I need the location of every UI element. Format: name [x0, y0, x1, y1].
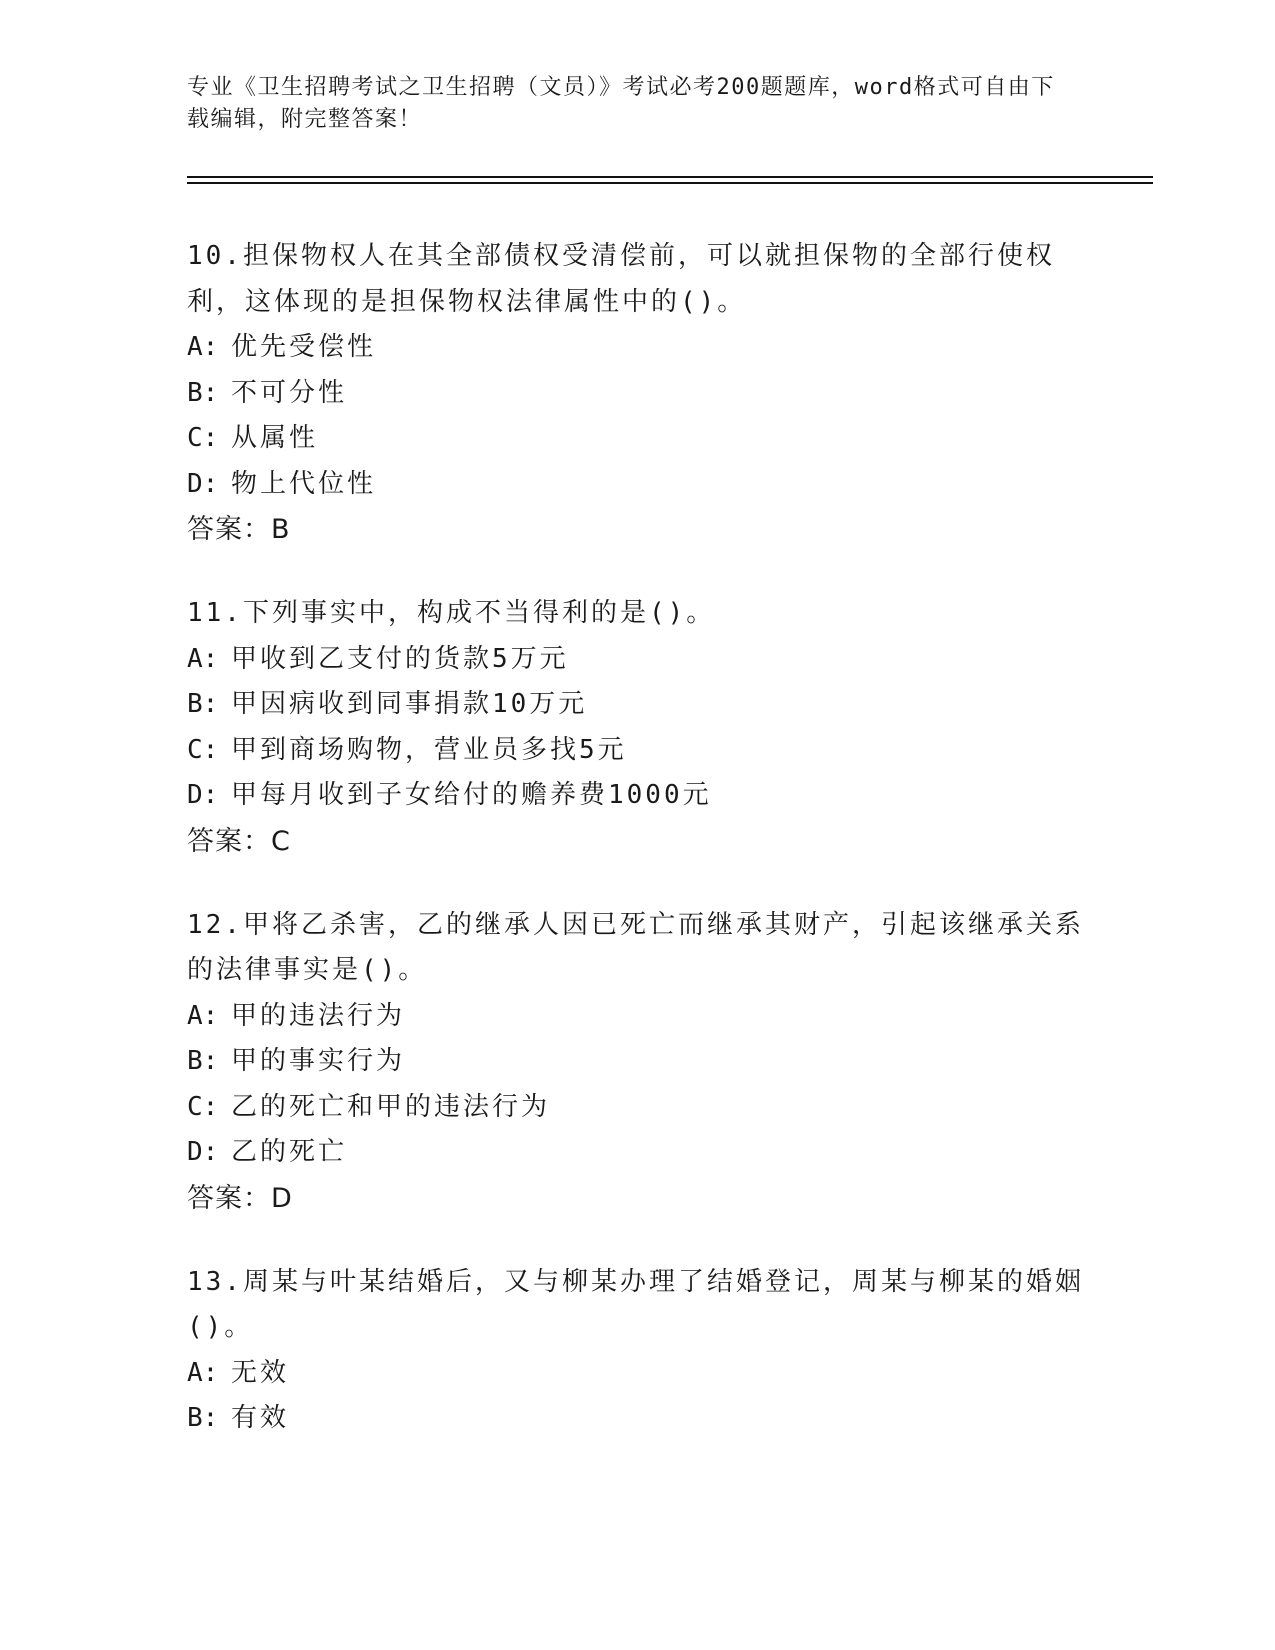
option-letter: A: [187, 332, 219, 362]
option-a [187, 994, 1087, 1040]
option-letter: B: [187, 1403, 219, 1433]
option-text: 甲到商场购物，营业员多找5元 [231, 734, 627, 765]
option-letter: C: [187, 734, 219, 765]
question-12 [187, 903, 1087, 1222]
option-text: 无效 [231, 1357, 290, 1388]
header-divider-top [187, 176, 1153, 178]
option-letter: C: [187, 1091, 219, 1122]
option-letter: A: [187, 643, 219, 674]
option-text: 甲每月收到子女给付的赡养费1000元 [231, 780, 712, 810]
option-a [187, 637, 1087, 683]
option-letter: D: [187, 780, 219, 810]
question-list [187, 234, 1087, 1480]
option-d [187, 1130, 1087, 1176]
option-text: 不可分性 [231, 377, 348, 408]
question-stem: 10.担保物权人在其全部债权受清偿前，可以就担保物的全部行使权利，这体现的是担保物权法律属性中的()。 [187, 241, 1055, 317]
option-c [187, 1085, 1087, 1131]
question-11 [187, 591, 1087, 865]
question-stem: 11.下列事实中，构成不当得利的是()。 [187, 598, 716, 628]
option-c [187, 416, 1087, 462]
option-text: 甲的事实行为 [231, 1046, 406, 1076]
option-b [187, 682, 1087, 728]
answer-label: 答案：D [187, 1182, 293, 1214]
option-c [187, 728, 1087, 774]
option-text: 乙的死亡和甲的违法行为 [231, 1091, 551, 1122]
document-header: 专业《卫生招聘考试之卫生招聘（文员）》考试必考200题题库，word格式可自由下载编辑，附完整答案！ [187, 75, 1055, 132]
option-letter: B: [187, 689, 219, 719]
option-b [187, 1039, 1087, 1085]
question-stem: 13.周某与叶某结婚后，又与柳某办理了结婚登记，周某与柳某的婚姻()。 [187, 1266, 1084, 1342]
question-10 [187, 234, 1087, 553]
option-text: 甲因病收到同事捐款10万元 [231, 689, 588, 719]
option-letter: B: [187, 1046, 219, 1076]
option-text: 甲的违法行为 [231, 1000, 406, 1031]
option-letter: A: [187, 1357, 219, 1388]
question-13 [187, 1260, 1087, 1442]
option-a [187, 325, 1087, 371]
option-text: 乙的死亡 [231, 1137, 348, 1167]
option-a [187, 1351, 1087, 1397]
option-letter: B: [187, 377, 219, 408]
option-letter: C: [187, 423, 219, 453]
option-text: 有效 [231, 1403, 290, 1433]
option-text: 物上代位性 [231, 468, 377, 499]
question-stem: 12.甲将乙杀害，乙的继承人因已死亡而继承其财产，引起该继承关系的法律事实是()。 [187, 909, 1084, 985]
answer-label: 答案：B [187, 514, 291, 545]
option-d [187, 462, 1087, 508]
option-b [187, 371, 1087, 417]
option-letter: A: [187, 1000, 219, 1031]
option-text: 从属性 [231, 423, 319, 453]
option-letter: D: [187, 1137, 219, 1167]
option-text: 甲收到乙支付的货款5万元 [231, 643, 569, 674]
answer-label: 答案：C [187, 825, 291, 857]
option-text: 优先受偿性 [231, 332, 377, 362]
option-b [187, 1396, 1087, 1442]
option-letter: D: [187, 468, 219, 499]
option-d [187, 773, 1087, 819]
header-divider-bottom [187, 182, 1153, 184]
